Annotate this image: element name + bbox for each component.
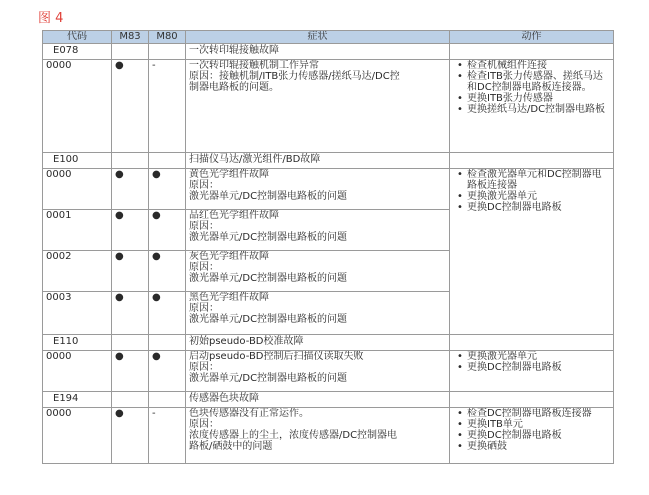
- symptom-cell: [186, 292, 450, 335]
- sub-code: 0002: [43, 251, 112, 292]
- symptom-line: 原因：: [189, 303, 219, 314]
- sub-code: 0000: [43, 408, 112, 464]
- m80-mark: -: [149, 408, 186, 464]
- symptom-cell: [186, 60, 450, 153]
- symptom-line: 色块传感器没有正常运作。: [189, 408, 309, 419]
- m83-mark: ●: [112, 251, 149, 292]
- symptom-line: 浓度传感器上的尘土，浓度传感器/DC控制器电: [189, 430, 398, 441]
- symptom-cell: [186, 210, 450, 251]
- action-item: • 检查ITB张力传感器、搓纸马达和DC控制器电路板连接器。: [453, 71, 610, 93]
- symptom-cell: [186, 408, 450, 464]
- header-action: 动作: [450, 31, 614, 44]
- m83-mark: ●: [112, 351, 149, 392]
- group-title: 传感器色块故障: [186, 392, 450, 408]
- error-code-table: [42, 30, 614, 464]
- symptom-line: 灰色光学组件故障: [189, 251, 269, 262]
- group-code: E078: [43, 44, 112, 60]
- symptom-line: 原因：: [189, 419, 219, 430]
- symptom-line: 启动pseudo-BD控制后扫描仪读取失败: [189, 351, 364, 362]
- symptom-line: 激光器单元/DC控制器电路板的问题: [189, 373, 348, 384]
- symptom-line: 制器电路板的问题。: [189, 82, 279, 93]
- sub-code: 0001: [43, 210, 112, 251]
- group-code: E100: [43, 153, 112, 169]
- action-item: • 更换ITB张力传感器: [453, 93, 610, 104]
- action-item: • 检查激光器单元和DC控制器电路板连接器: [453, 169, 610, 191]
- action-cell: [450, 169, 614, 335]
- action-item: • 更换ITB单元: [453, 419, 610, 430]
- group-code: E110: [43, 335, 112, 351]
- action-item: • 检查DC控制器电路板连接器: [453, 408, 610, 419]
- group-row-e194: [43, 392, 614, 408]
- action-cell: [450, 60, 614, 153]
- symptom-line: 激光器单元/DC控制器电路板的问题: [189, 273, 348, 284]
- m80-mark: ●: [149, 292, 186, 335]
- m83-mark: ●: [112, 169, 149, 210]
- action-item: • 检查机械组件连接: [453, 60, 610, 71]
- group-row-e110: [43, 335, 614, 351]
- m83-mark: ●: [112, 60, 149, 153]
- m83-mark: ●: [112, 408, 149, 464]
- symptom-cell: [186, 169, 450, 210]
- sub-code: 0003: [43, 292, 112, 335]
- action-cell: [450, 351, 614, 392]
- table-row: [43, 60, 614, 153]
- symptom-line: 原因：: [189, 262, 219, 273]
- action-item: • 更换DC控制器电路板: [453, 430, 610, 441]
- table-row: [43, 169, 614, 210]
- table-header-row: [43, 31, 614, 44]
- sub-code: 0000: [43, 351, 112, 392]
- group-title: 一次转印辊接触故障: [186, 44, 450, 60]
- symptom-line: 路板/硒鼓中的问题: [189, 441, 273, 452]
- header-code: 代码: [43, 31, 112, 44]
- symptom-line: 黄色光学组件故障: [189, 169, 269, 180]
- action-item: • 更换硒鼓: [453, 441, 610, 452]
- symptom-line: 原因：: [189, 221, 219, 232]
- action-item: • 更换DC控制器电路板: [453, 202, 610, 213]
- m83-mark: ●: [112, 210, 149, 251]
- action-cell: [450, 408, 614, 464]
- symptom-line: 黑色光学组件故障: [189, 292, 269, 303]
- group-row-e100: [43, 153, 614, 169]
- symptom-line: 品红色光学组件故障: [189, 210, 279, 221]
- header-m80: M80: [149, 31, 186, 44]
- symptom-line: 激光器单元/DC控制器电路板的问题: [189, 232, 348, 243]
- symptom-cell: [186, 351, 450, 392]
- symptom-line: 激光器单元/DC控制器电路板的问题: [189, 314, 348, 325]
- action-item: • 更换激光器单元: [453, 351, 610, 362]
- m80-mark: ●: [149, 351, 186, 392]
- group-title: 初始pseudo-BD校准故障: [186, 335, 450, 351]
- action-item: • 更换激光器单元: [453, 191, 610, 202]
- m83-mark: ●: [112, 292, 149, 335]
- group-code: E194: [43, 392, 112, 408]
- table-row: [43, 408, 614, 464]
- group-title: 扫描仪马达/激光组件/BD故障: [186, 153, 450, 169]
- m80-mark: ●: [149, 210, 186, 251]
- symptom-cell: [186, 251, 450, 292]
- symptom-line: 原因：: [189, 180, 219, 191]
- sub-code: 0000: [43, 169, 112, 210]
- symptom-line: 一次转印辊接触机制工作异常: [189, 60, 319, 71]
- sub-code: 0000: [43, 60, 112, 153]
- symptom-line: 激光器单元/DC控制器电路板的问题: [189, 191, 348, 202]
- figure-title: 图 4: [38, 11, 64, 26]
- symptom-line: 原因：接触机制/ITB张力传感器/搓纸马达/DC控: [189, 71, 400, 82]
- action-item: • 更换DC控制器电路板: [453, 362, 610, 373]
- m80-mark: -: [149, 60, 186, 153]
- symptom-line: 原因：: [189, 362, 219, 373]
- table-row: [43, 351, 614, 392]
- group-row-e078: [43, 44, 614, 60]
- header-symptom: 症状: [186, 31, 450, 44]
- m80-mark: ●: [149, 251, 186, 292]
- m80-mark: ●: [149, 169, 186, 210]
- action-item: • 更换搓纸马达/DC控制器电路板: [453, 104, 610, 115]
- header-m83: M83: [112, 31, 149, 44]
